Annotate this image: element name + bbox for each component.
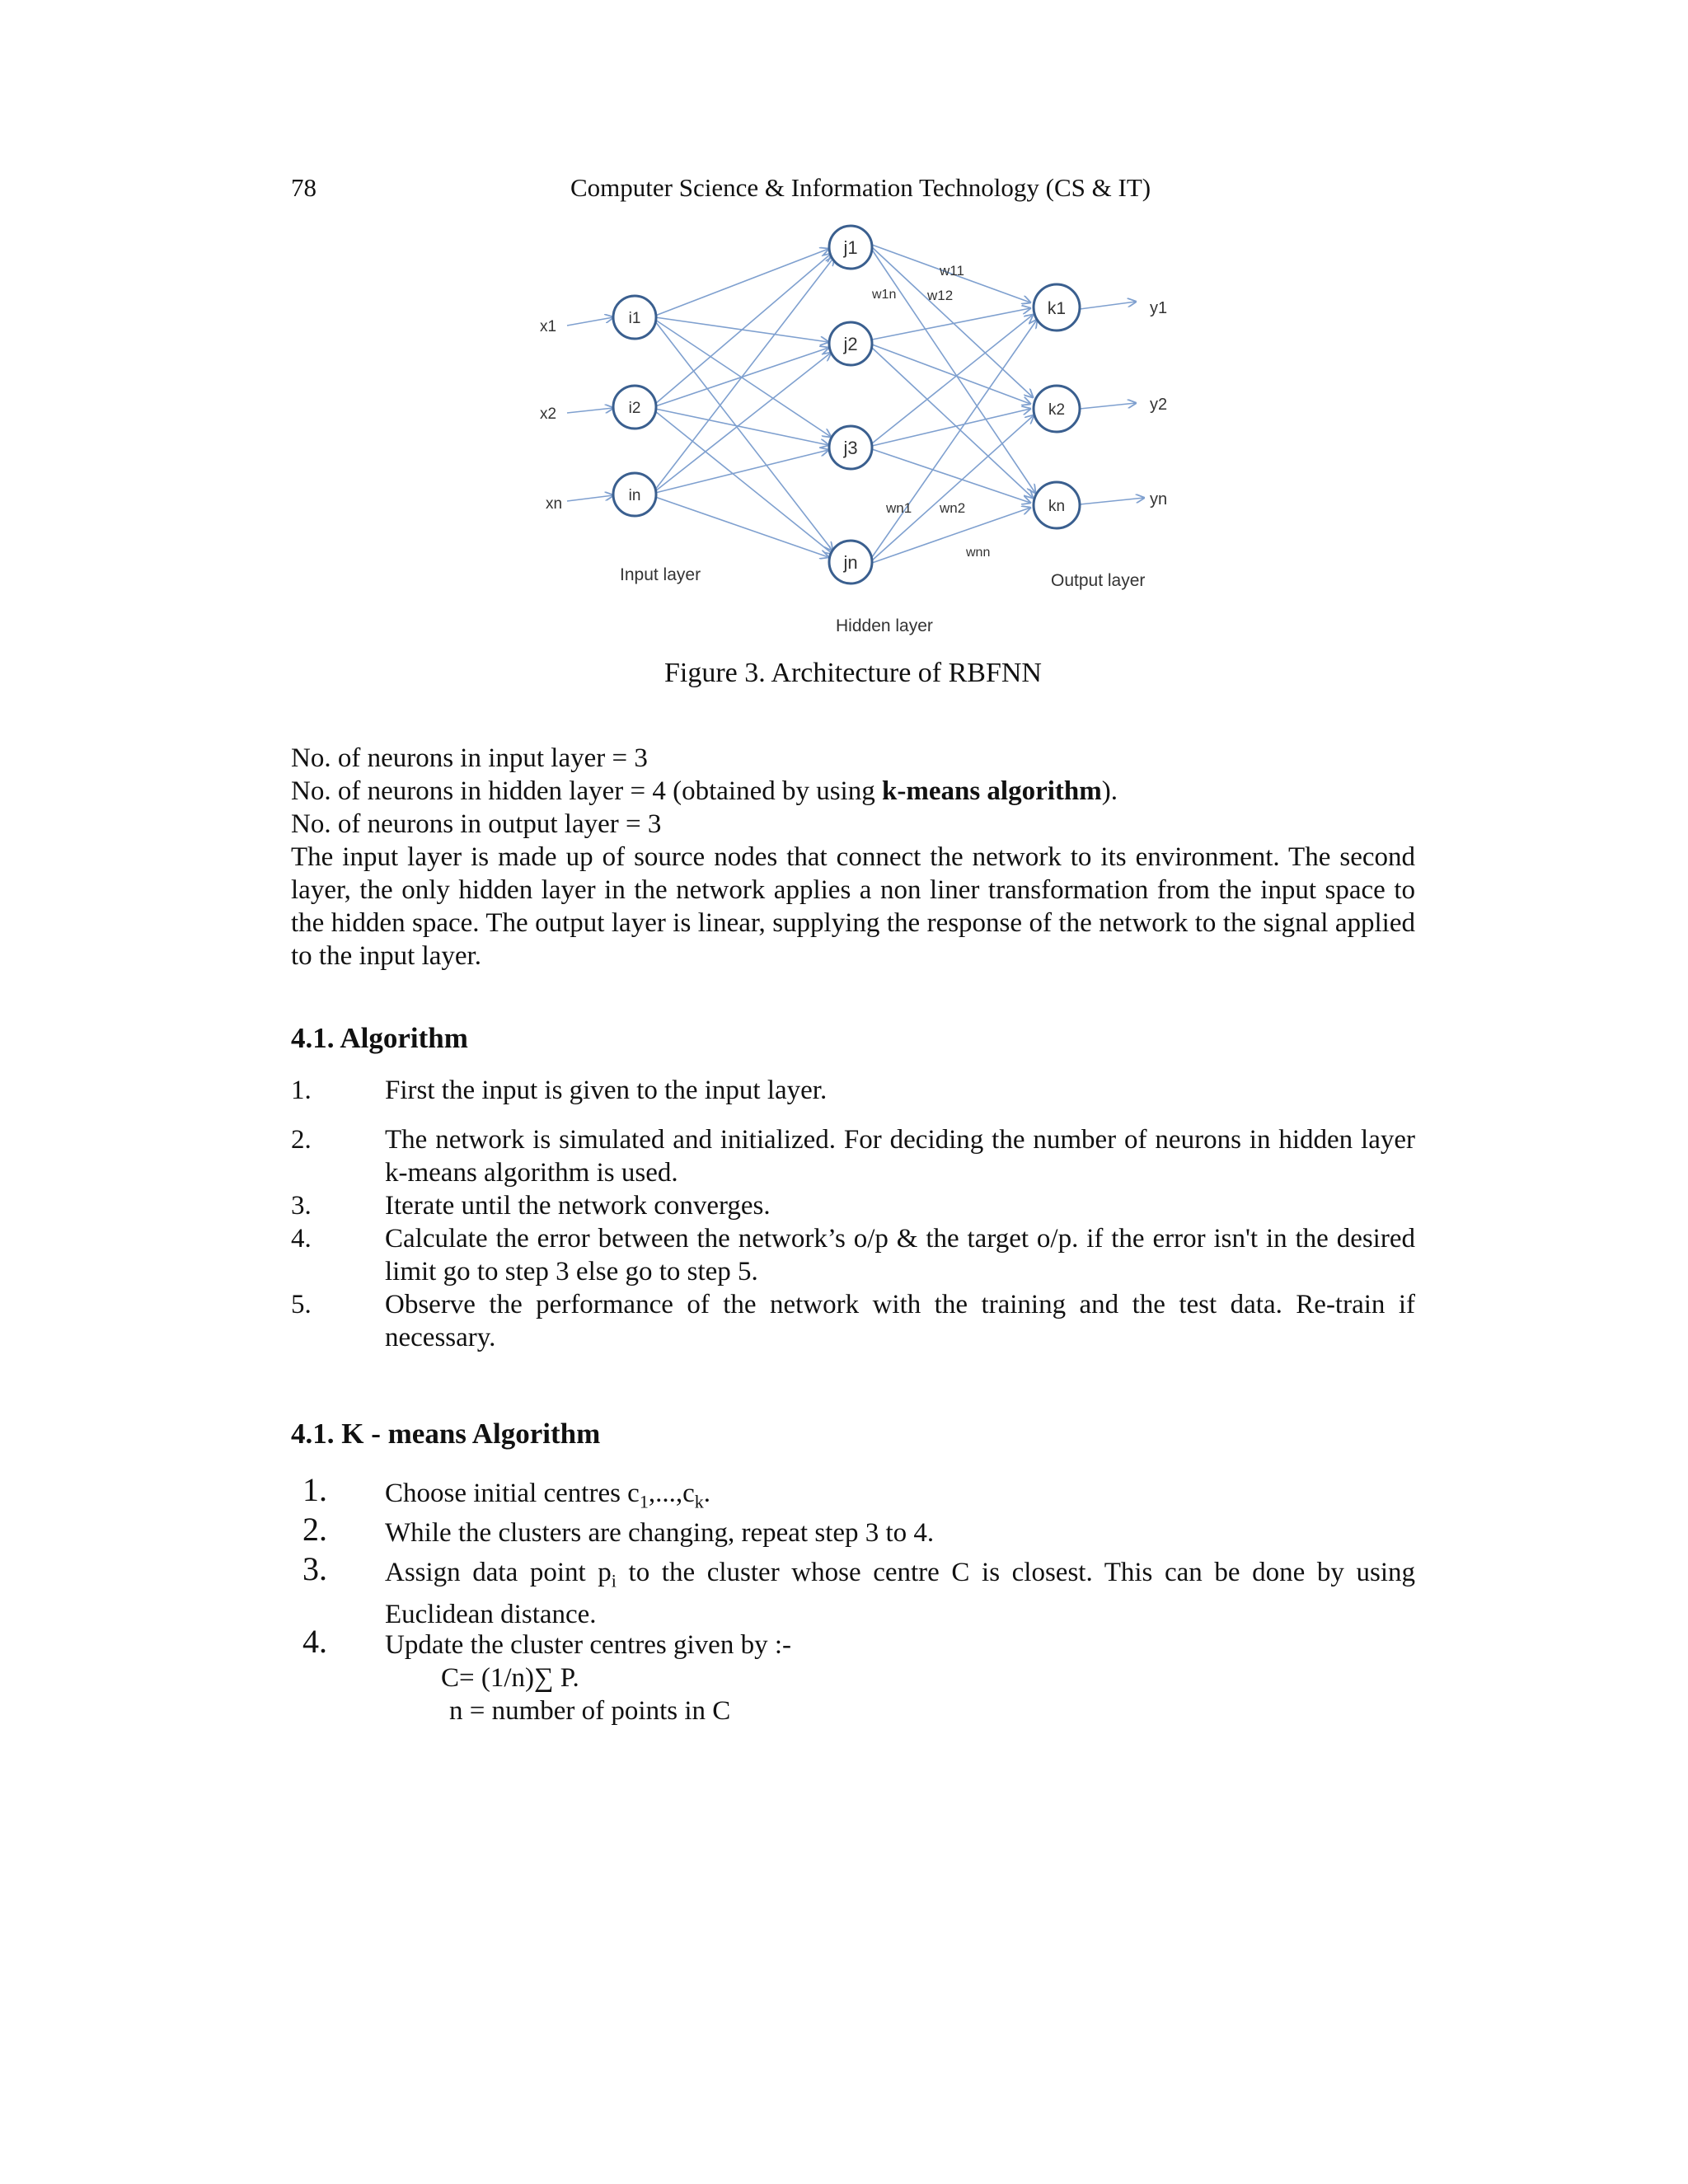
layer-label-input: Input layer	[620, 565, 701, 584]
kmeans-item3-suffix: to the cluster whose centre C is closest. This can be done by using Euclidean distance.	[385, 1558, 1415, 1629]
section-heading-algorithm: 4.1. Algorithm	[291, 1022, 468, 1054]
node-k1: k1	[1047, 299, 1067, 318]
node-in: in	[628, 487, 641, 504]
edge-k2-y2	[1080, 403, 1136, 409]
kmeans-item1-sub1: 1	[639, 1491, 649, 1512]
node-j1: j1	[843, 237, 858, 258]
edge-k1-y1	[1080, 302, 1136, 309]
hidden-layer-neurons-line	[291, 775, 1415, 808]
hidden-line-prefix: No. of neurons in hidden layer = 4 (obtained by using	[291, 776, 882, 806]
weight-label-wn1: wn1	[886, 500, 912, 516]
hidden-layer-nodes	[829, 226, 872, 583]
kmeans-item-number: 2.	[302, 1511, 327, 1548]
input-label-x1: x1	[540, 318, 557, 335]
formula-note: n = number of points in C	[449, 1696, 731, 1726]
node-j3: j3	[843, 438, 858, 458]
description-paragraph: The input layer is made up of source nodes that connect the network to its environment. The second layer, the only hidden layer in the network applies a non liner transformation from the input space to the hidden space. The output layer is linear, supplying the response of the network to the signal applied to the input layer.	[291, 842, 1415, 971]
kmeans-item-text: While the clusters are changing, repeat step 3 to 4.	[385, 1518, 935, 1548]
weight-label-wn2: wn2	[940, 500, 966, 516]
node-i2: i2	[628, 400, 641, 417]
page-number: 78	[291, 173, 316, 202]
weight-label-w1n: w1n	[872, 288, 897, 302]
output-label-y1: y1	[1150, 299, 1168, 317]
node-j2: j2	[843, 334, 858, 354]
algorithm-item-number: 1.	[291, 1076, 312, 1105]
hidden-line-suffix: ).	[1101, 776, 1118, 806]
kmeans-item-text	[385, 1477, 1415, 1519]
centroid-formula: C= (1/n)∑ P.	[441, 1663, 579, 1693]
section-heading-kmeans: 4.1. K - means Algorithm	[291, 1418, 601, 1450]
weight-label-w12: w12	[927, 288, 954, 303]
node-jn: jn	[843, 552, 858, 573]
edge-kn-yn	[1080, 498, 1144, 504]
running-title: Computer Science & Information Technology (CS & IT)	[570, 173, 1151, 202]
input-label-xn: xn	[546, 495, 563, 513]
weight-label-wnn: wnn	[966, 546, 991, 560]
kmeans-bold-term: k-means algorithm	[881, 776, 1102, 806]
algorithm-item-text: The network is simulated and initialized. For deciding the number of neurons in hidden layer k-means algorithm is used.	[385, 1125, 1415, 1188]
kmeans-item-text	[385, 1556, 1415, 1631]
kmeans-item1-subk: k	[694, 1491, 704, 1512]
output-label-yn: yn	[1150, 490, 1168, 509]
kmeans-item-number: 3.	[302, 1550, 327, 1587]
node-k2: k2	[1048, 401, 1066, 419]
kmeans-item1-prefix: Choose initial centres c	[385, 1479, 640, 1508]
edges-input-hidden	[655, 249, 834, 557]
edge-x2-i2	[567, 408, 613, 413]
output-label-y2: y2	[1150, 396, 1168, 414]
rbfnn-architecture-diagram	[511, 216, 1187, 644]
algorithm-item-text: Calculate the error between the network’s o/p & the target o/p. if the error isn't in the desired limit go to step 3 else go to step 5.	[385, 1224, 1415, 1286]
kmeans-item3-sub: i	[611, 1570, 617, 1591]
algorithm-item-number: 3.	[291, 1191, 312, 1221]
algorithm-item-text: Iterate until the network converges.	[385, 1191, 771, 1221]
kmeans-item1-suffix: .	[703, 1479, 710, 1508]
algorithm-item-number: 4.	[291, 1224, 312, 1254]
kmeans-item-number: 1.	[302, 1471, 327, 1508]
node-kn: kn	[1048, 498, 1066, 515]
output-layer-neurons-line: No. of neurons in output layer = 3	[291, 809, 662, 839]
algorithm-item-text: Observe the performance of the network with the training and the test data. Re-train if necessary.	[385, 1290, 1415, 1352]
kmeans-item-number: 4.	[302, 1623, 327, 1660]
layer-label-output: Output layer	[1051, 571, 1146, 590]
kmeans-item3-prefix: Assign data point p	[385, 1558, 612, 1587]
algorithm-item-number: 2.	[291, 1125, 312, 1155]
kmeans-item1-mid: ,...,c	[648, 1479, 695, 1508]
layer-label-hidden: Hidden layer	[836, 616, 933, 635]
edge-x1-i1	[567, 317, 613, 326]
edge-xn-in	[567, 495, 613, 501]
weight-label-w11: w11	[940, 263, 964, 279]
kmeans-item-text: Update the cluster centres given by :-	[385, 1630, 791, 1660]
input-label-x2: x2	[540, 405, 557, 423]
algorithm-item-number: 5.	[291, 1290, 312, 1319]
input-layer-neurons-line: No. of neurons in input layer = 3	[291, 743, 648, 773]
node-i1: i1	[628, 310, 641, 327]
algorithm-item-text: First the input is given to the input layer.	[385, 1076, 828, 1105]
figure-caption: Figure 3. Architecture of RBFNN	[664, 658, 1042, 688]
